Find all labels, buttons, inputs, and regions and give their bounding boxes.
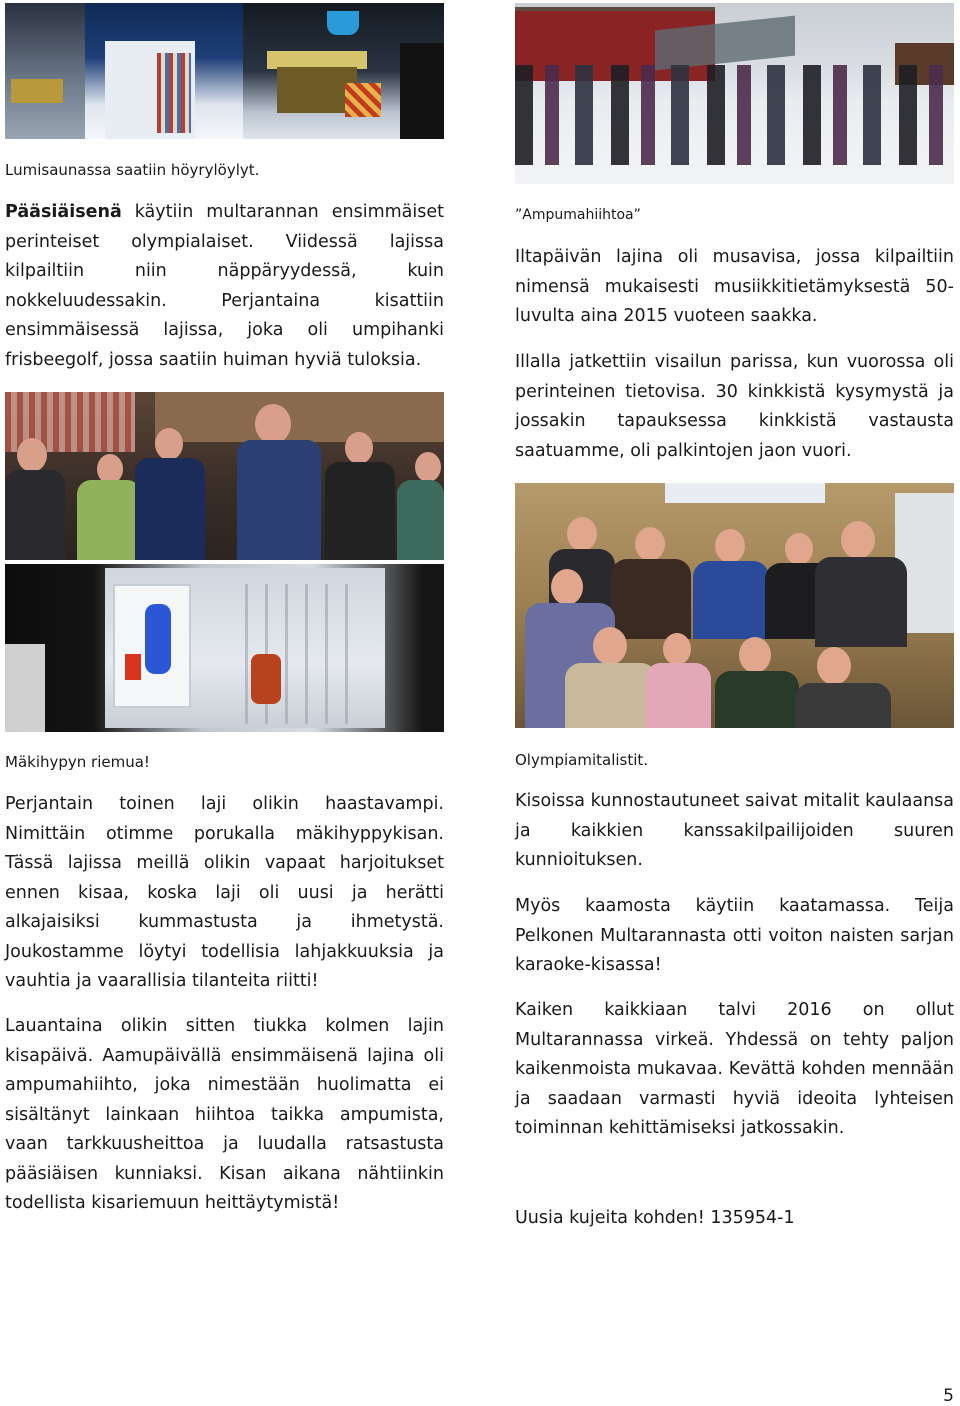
paragraph-trivia: Illalla jatkettiin visailun parissa, kun vuorossa oli perinteinen tietovisa. 30 kinkkistä kysymystä ja jossakin tapauksessa kinkkistä vastausta saatuamme, oli palkintojen jaon vuori. bbox=[515, 352, 954, 461]
paragraph-karaoke: Myös kaamosta käytiin kaatamassa. Teija Pelkonen Multarannasta otti voiton naisten sarjan karaoke-kisassa! bbox=[515, 896, 954, 975]
ski-jump-caption: Mäkihypyn riemua! bbox=[5, 753, 150, 771]
medalists-caption: Olympiamitalistit. bbox=[515, 751, 649, 769]
medalists-photo bbox=[515, 483, 954, 728]
paragraph-music-quiz: Iltapäivän lajina oli musavisa, jossa kilpailtiin nimensä mukaisesti musiikkitietämyksestä 50-luvulta aina 2015 vuoteen saakka. bbox=[515, 247, 954, 326]
page-number: 5 bbox=[943, 1386, 954, 1406]
indoor-crowd-photo bbox=[5, 392, 444, 560]
paragraph-text: käytiin multarannan ensimmäiset perinteiset olympialaiset. Viidessä lajissa kilpailtiin niin näppäryydessä, kuin nokkeluudessakin. Perjantaina kisattiin ensimmäisessä lajissa, joka oli umpihanki frisbeegolf, jossa saatiin huiman hyviä tuloksia. bbox=[5, 202, 444, 370]
signoff: Uusia kujeita kohden! 135954-1 bbox=[515, 1208, 795, 1228]
paragraph-winter-summary: Kaiken kaikkiaan talvi 2016 on ollut Multarannassa virkeä. Yhdessä on tehty paljon kaikenmoista mukavaa. Kevättä kohden mennään ja saadaan varmasti hyviä ideoita lyhteisen toiminnan kehittämiseksi jatkossakin. bbox=[515, 1000, 954, 1138]
ski-jump-game-photo bbox=[5, 564, 444, 732]
paragraph-easter-olympics bbox=[5, 198, 444, 375]
paragraph-lead-word: Pääsiäisenä bbox=[5, 202, 122, 222]
outdoor-group-photo bbox=[515, 3, 954, 184]
paragraph-medals: Kisoissa kunnostautuneet saivat mitalit kaulaansa ja kaikkien kanssakilpailijoiden suuren kunnioituksen. bbox=[515, 791, 954, 870]
paragraph-saturday: Lauantaina olikin sitten tiukka kolmen lajin kisapäivä. Aamupäivällä ensimmäisenä lajina oli ampumahiihto, joka nimestään huolimatta ei sisältänyt lainkaan hiihtoa taikka ampumista, vaan tarkkuusheittoa ja luudalla ratsastusta pääsiäisen kunniaksi. Kisan aikana nähtiinkin todellista kisariemuun heittäytymistä! bbox=[5, 1016, 444, 1213]
outdoor-group-caption: ”Ampumahiihtoa” bbox=[515, 207, 641, 223]
paragraph-ski-jump: Perjantain toinen laji olikin haastavampi. Nimittäin otimme porukalla mäkihyppykisan. Tässä lajissa meillä olikin vapaat harjoitukset ennen kisaa, koska laji oli uusi ja herätti alkajaisiksi kummastusta ja ihmetystä. Joukostamme löytyi todellisia lahjakkuuksia ja vauhtia ja vaarallisia tilanteita riitti! bbox=[5, 794, 444, 991]
snow-sauna-photo bbox=[5, 3, 444, 139]
snow-sauna-caption: Lumisaunassa saatiin höyrylöylyt. bbox=[5, 161, 260, 179]
